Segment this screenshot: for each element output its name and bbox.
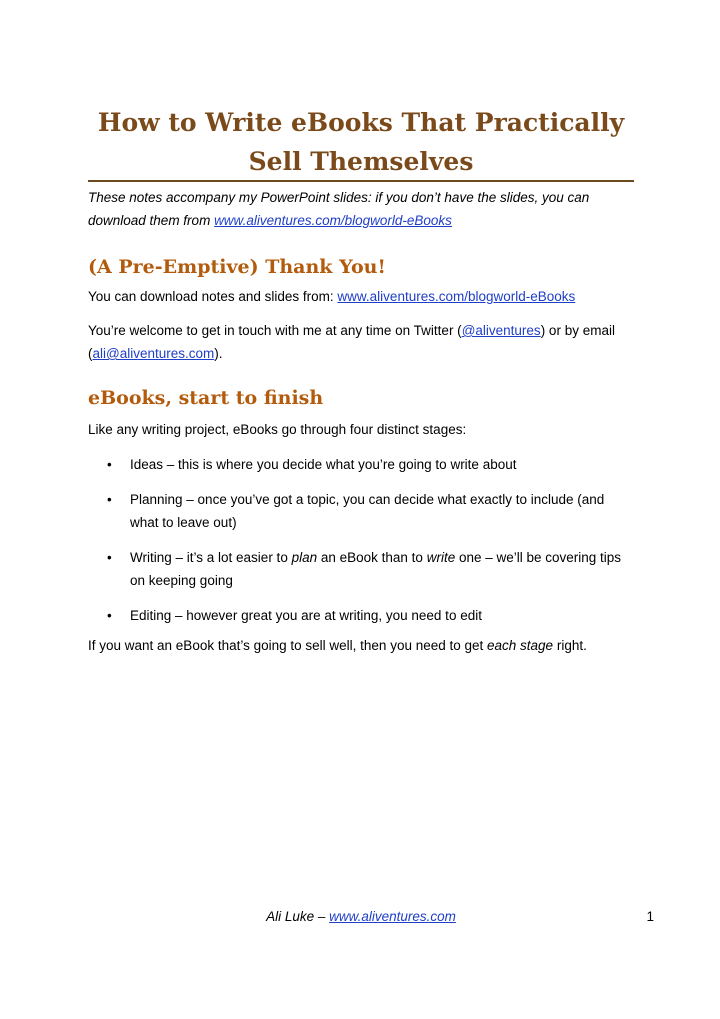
stage-planning: Planning – once you’ve got a topic, you can decide what exactly to include (and what to leave out) [130, 492, 605, 530]
twitter-link[interactable]: @aliventures [461, 323, 541, 338]
page-footer [88, 909, 634, 924]
closing-emphasis: each stage [487, 638, 554, 653]
list-item [88, 488, 634, 534]
emphasis-plan: plan [291, 550, 318, 565]
page-number: 1 [646, 909, 654, 924]
bullet-icon: • [107, 492, 112, 507]
stage-editing: Editing – however great you are at writing, you need to edit [130, 608, 482, 623]
email-link[interactable]: ali@aliventures.com [92, 346, 215, 361]
stage-writing-b: an eBook than to [317, 550, 427, 565]
intro-text: These notes accompany my PowerPoint slides: if you don’t have the slides, you can download them from [88, 190, 590, 228]
section-heading-ebooks: eBooks, start to finish [88, 387, 324, 409]
contact-text-a: You’re welcome to get in touch with me at any time on Twitter ( [88, 323, 462, 338]
page-title: How to Write eBooks That Practically Sell Themselves [97, 108, 625, 176]
section-heading-thank-you: (A Pre-Emptive) Thank You! [88, 256, 386, 278]
list-item [88, 453, 634, 476]
bullet-icon: • [107, 550, 112, 565]
stage-writing-c: one – we’ll be covering tips on keeping going [130, 550, 622, 588]
title-divider [88, 180, 634, 182]
bullet-icon: • [107, 457, 112, 472]
stages-list [88, 453, 634, 639]
closing-paragraph [88, 634, 634, 657]
bullet-icon: • [107, 608, 112, 623]
list-item [88, 604, 634, 627]
contact-text-c: ). [214, 346, 223, 361]
stage-writing-a: Writing – it’s a lot easier to [130, 550, 292, 565]
intro-note [88, 186, 634, 232]
download-paragraph [88, 285, 634, 308]
notes-download-link[interactable]: www.aliventures.com/blogworld-eBooks [337, 289, 576, 304]
intro-download-link[interactable]: www.aliventures.com/blogworld-eBooks [214, 213, 452, 228]
footer-website-link[interactable]: www.aliventures.com [329, 909, 456, 924]
download-text: You can download notes and slides from: [88, 289, 338, 304]
contact-paragraph [88, 319, 634, 365]
footer-author: Ali Luke – [266, 909, 330, 924]
closing-text-a: If you want an eBook that’s going to sell well, then you need to get [88, 638, 488, 653]
closing-text-b: right. [553, 638, 587, 653]
list-item [88, 546, 634, 592]
stages-intro: Like any writing project, eBooks go through four distinct stages: [88, 422, 467, 437]
contact-text-b: ) or by email ( [88, 323, 615, 361]
emphasis-write: write [426, 550, 456, 565]
stage-writing [130, 550, 621, 588]
stage-ideas: Ideas – this is where you decide what you’re going to write about [130, 457, 517, 472]
